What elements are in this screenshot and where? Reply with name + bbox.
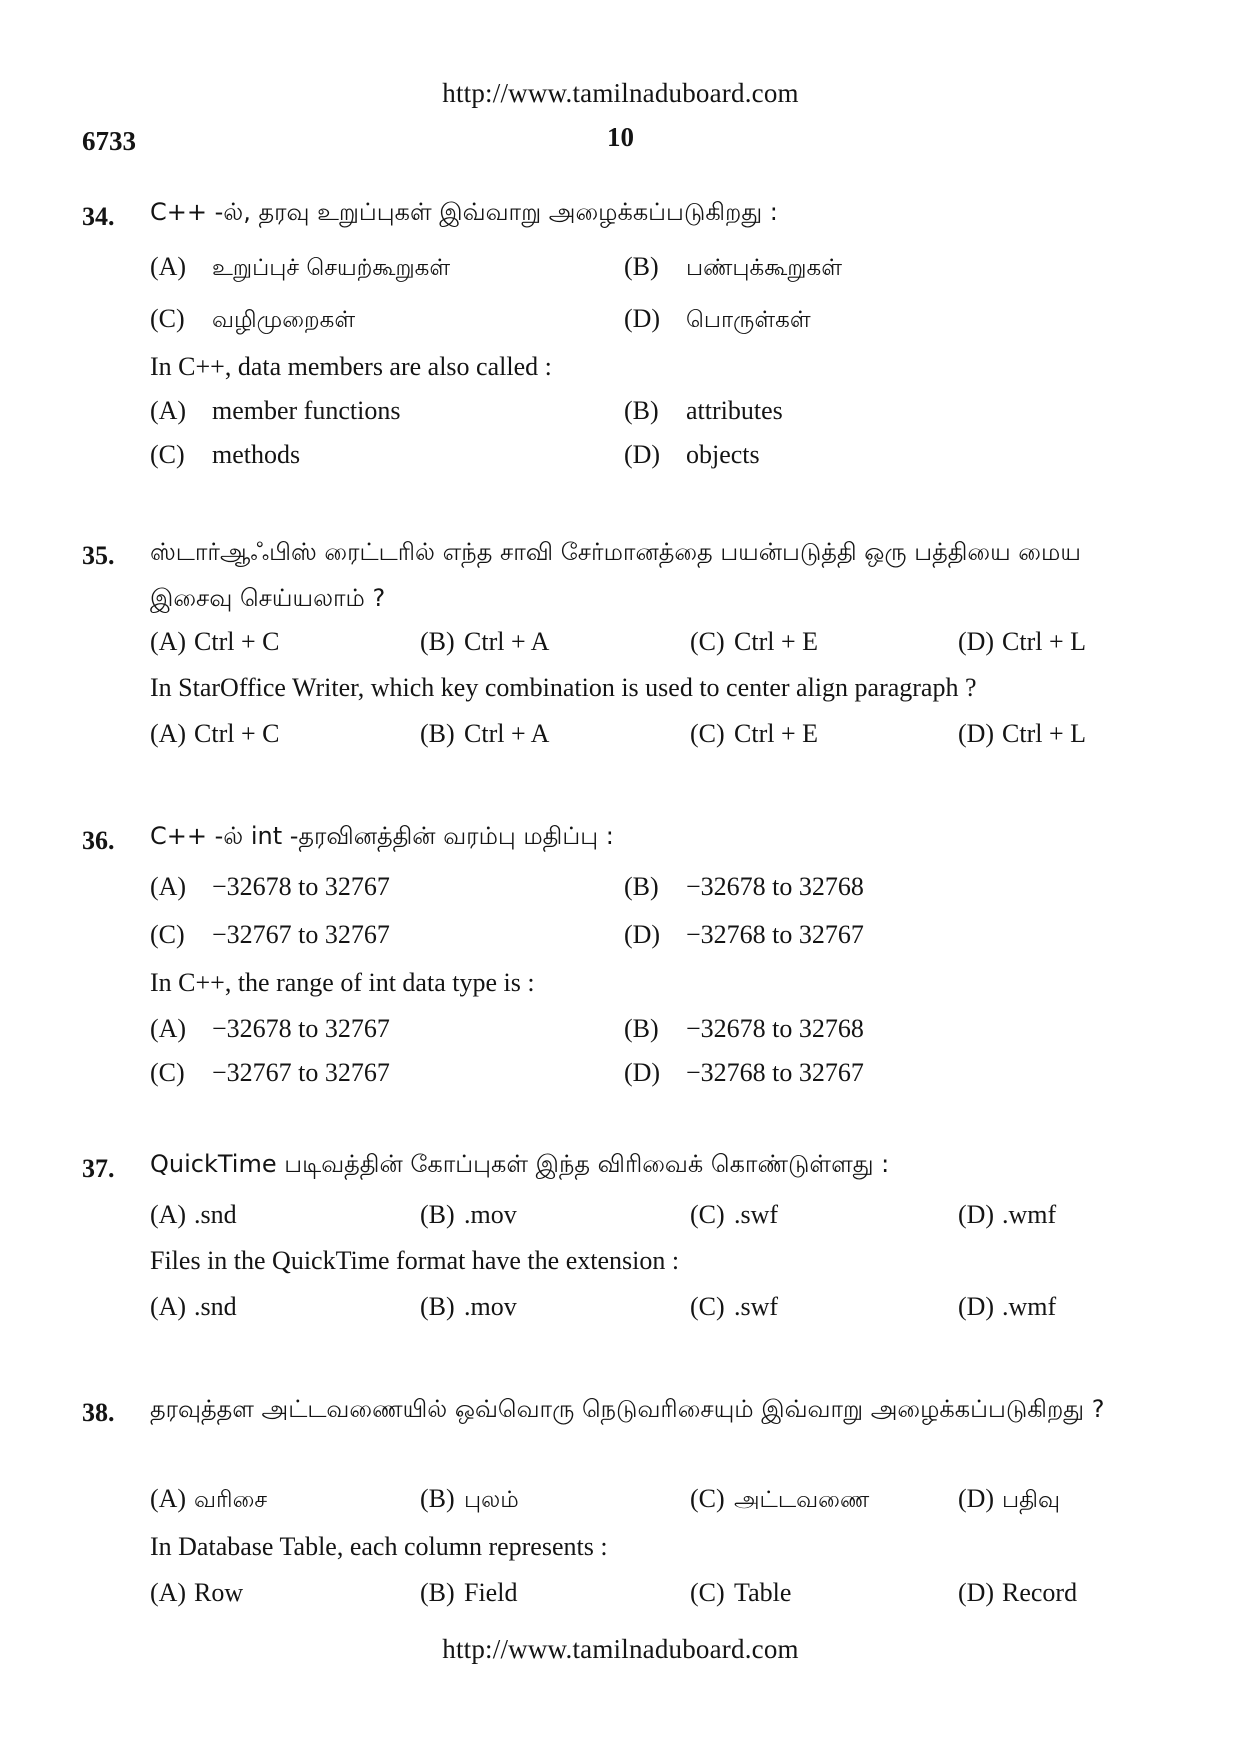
option-label: (B) — [624, 396, 659, 425]
option-label: (B) — [420, 627, 455, 656]
option-label: (A) — [150, 252, 187, 281]
options-row-english-2 — [150, 1058, 1180, 1098]
question-stem-tamil: C++ -ல் int -தரவினத்தின் வரம்பு மதிப்பு : — [150, 822, 614, 850]
option-text: அட்டவணை — [734, 1487, 870, 1513]
option-label: (C) — [690, 1292, 725, 1321]
question-number: 38. — [82, 1398, 115, 1427]
option-b — [420, 719, 549, 749]
option-text: பதிவு — [1002, 1487, 1060, 1513]
options-row-tamil — [150, 627, 1180, 667]
option-label: (A) — [150, 1200, 187, 1229]
question-number: 37. — [82, 1154, 115, 1183]
option-text: Ctrl + E — [734, 627, 818, 656]
option-label: (D) — [958, 1292, 995, 1321]
option-text: Ctrl + C — [194, 627, 280, 656]
option-d — [958, 1484, 1060, 1516]
option-label: (C) — [690, 627, 725, 656]
question-stem-english: In C++, data members are also called : — [150, 352, 552, 381]
question-number: 36. — [82, 826, 115, 855]
option-label: (D) — [958, 719, 995, 748]
question-stem-english: Files in the QuickTime format have the extension : — [150, 1246, 680, 1275]
option-text: புலம் — [464, 1487, 519, 1513]
option-d — [958, 627, 1086, 657]
option-b — [624, 396, 783, 426]
option-label: (D) — [624, 1058, 661, 1087]
option-text: வழிமுறைகள் — [212, 307, 356, 333]
option-text: .snd — [194, 1292, 237, 1321]
option-a — [150, 252, 450, 284]
option-label: (A) — [150, 872, 187, 901]
option-text: −32768 to 32767 — [686, 920, 864, 949]
option-text: .swf — [734, 1292, 779, 1321]
option-text: Ctrl + L — [1002, 627, 1086, 656]
option-label: (B) — [420, 1578, 455, 1607]
option-text: உறுப்புச் செயற்கூறுகள் — [212, 255, 451, 281]
option-label: (A) — [150, 1578, 187, 1607]
option-c — [690, 627, 818, 657]
option-label: (B) — [420, 719, 455, 748]
question-stem-english: In Database Table, each column represents : — [150, 1532, 608, 1561]
option-text: objects — [686, 440, 760, 469]
option-label: (C) — [150, 440, 185, 469]
options-row-english — [150, 1578, 1180, 1618]
option-c — [690, 1578, 791, 1608]
question-stem-english: In C++, the range of int data type is : — [150, 968, 535, 997]
question-stem-tamil: QuickTime படிவத்தின் கோப்புகள் இந்த விரிவைக் கொண்டுள்ளது : — [150, 1150, 890, 1178]
option-text: Ctrl + A — [464, 627, 550, 656]
option-text: −32767 to 32767 — [212, 920, 390, 949]
option-label: (A) — [150, 1014, 187, 1043]
option-label: (A) — [150, 719, 187, 748]
option-text: .wmf — [1002, 1200, 1057, 1229]
option-text: Ctrl + L — [1002, 719, 1086, 748]
option-d — [624, 1058, 864, 1088]
option-text: member functions — [212, 396, 401, 425]
option-c — [690, 719, 818, 749]
option-label: (D) — [958, 1484, 995, 1513]
option-label: (C) — [690, 1578, 725, 1607]
option-label: (B) — [420, 1200, 455, 1229]
question-stem-tamil: C++ -ல், தரவு உறுப்புகள் இவ்வாறு அழைக்கப்படுகிறது : — [150, 198, 778, 226]
option-d — [958, 1578, 1077, 1608]
question-number: 34. — [82, 202, 115, 231]
question-stem-tamil: தரவுத்தள அட்டவணையில் ஒவ்வொரு நெடுவரிசையும் இவ்வாறு அழைக்கப்படுகிறது ? — [150, 1395, 1105, 1423]
option-text: −32767 to 32767 — [212, 1058, 390, 1087]
option-a — [150, 719, 279, 749]
option-text: Row — [194, 1578, 244, 1607]
option-label: (D) — [624, 304, 661, 333]
question-number: 35. — [82, 541, 115, 570]
options-row-tamil-1 — [150, 872, 1180, 912]
option-label: (D) — [624, 920, 661, 949]
question-stem-tamil: ஸ்டார்ஆஃபிஸ் ரைட்டரில் எந்த சாவி சேர்மானத்தை பயன்படுத்தி ஒரு பத்தியை மைய இசைவு செய்யலாம் ? — [150, 538, 1081, 612]
option-a — [150, 627, 279, 657]
option-text: .mov — [464, 1200, 517, 1229]
option-text: −32678 to 32767 — [212, 1014, 390, 1043]
option-label: (A) — [150, 396, 187, 425]
option-label: (B) — [624, 872, 659, 901]
option-b — [420, 1292, 517, 1322]
option-b — [420, 627, 549, 657]
options-row-tamil — [150, 1200, 1180, 1240]
option-text: attributes — [686, 396, 783, 425]
option-text: வரிசை — [194, 1487, 268, 1513]
option-b — [624, 252, 842, 284]
option-text: Ctrl + E — [734, 719, 818, 748]
option-c — [150, 920, 390, 950]
option-text: பண்புக்கூறுகள் — [686, 255, 842, 281]
option-text: −32678 to 32767 — [212, 872, 390, 901]
option-b — [420, 1578, 517, 1608]
option-label: (C) — [150, 920, 185, 949]
option-text: Field — [464, 1578, 518, 1607]
option-label: (D) — [958, 627, 995, 656]
option-label: (B) — [420, 1484, 455, 1513]
option-c — [690, 1200, 778, 1230]
option-c — [150, 1058, 390, 1088]
option-label: (D) — [958, 1200, 995, 1229]
option-text: −32768 to 32767 — [686, 1058, 864, 1087]
option-label: (A) — [150, 627, 187, 656]
header-url[interactable]: http://www.tamilnaduboard.com — [442, 78, 799, 108]
options-row-tamil — [150, 1484, 1180, 1524]
option-d — [958, 719, 1086, 749]
option-label: (B) — [624, 252, 659, 281]
option-d — [624, 304, 811, 336]
options-row-tamil-2 — [150, 920, 1180, 960]
option-text: −32678 to 32768 — [686, 872, 864, 901]
option-a — [150, 1578, 243, 1608]
option-d — [624, 920, 864, 950]
option-label: (C) — [150, 304, 185, 333]
option-c — [690, 1292, 778, 1322]
option-c — [150, 304, 355, 336]
option-text: methods — [212, 440, 301, 469]
option-b — [624, 1014, 864, 1044]
options-row-english — [150, 719, 1180, 759]
option-a — [150, 872, 390, 902]
option-a — [150, 1292, 237, 1322]
option-text: Table — [734, 1578, 792, 1607]
option-d — [958, 1292, 1056, 1322]
option-text: பொருள்கள் — [686, 307, 811, 333]
option-text: −32678 to 32768 — [686, 1014, 864, 1043]
option-label: (C) — [690, 719, 725, 748]
options-row-english-1 — [150, 1014, 1180, 1054]
options-row-english — [150, 1292, 1180, 1332]
options-row-tamil-2 — [150, 304, 1180, 344]
option-b — [624, 872, 864, 902]
option-d — [958, 1200, 1056, 1230]
option-text: .swf — [734, 1200, 779, 1229]
option-label: (B) — [624, 1014, 659, 1043]
option-text: Ctrl + C — [194, 719, 280, 748]
option-label: (C) — [150, 1058, 185, 1087]
options-row-tamil-1 — [150, 252, 1180, 292]
option-label: (A) — [150, 1292, 187, 1321]
options-row-english-1 — [150, 396, 1180, 436]
page-number: 10 — [607, 122, 634, 152]
option-c — [150, 440, 300, 470]
option-text: .wmf — [1002, 1292, 1057, 1321]
option-text: .mov — [464, 1292, 517, 1321]
option-label: (A) — [150, 1484, 187, 1513]
option-d — [624, 440, 760, 470]
option-label: (D) — [624, 440, 661, 469]
option-a — [150, 396, 400, 426]
option-label: (B) — [420, 1292, 455, 1321]
question-stem-english: In StarOffice Writer, which key combination is used to center align paragraph ? — [150, 673, 977, 702]
options-row-english-2 — [150, 440, 1180, 480]
option-label: (D) — [958, 1578, 995, 1607]
option-b — [420, 1484, 519, 1516]
option-c — [690, 1484, 869, 1516]
option-a — [150, 1484, 267, 1516]
option-a — [150, 1200, 237, 1230]
option-a — [150, 1014, 390, 1044]
option-text: .snd — [194, 1200, 237, 1229]
option-label: (C) — [690, 1484, 725, 1513]
option-b — [420, 1200, 517, 1230]
footer-url[interactable]: http://www.tamilnaduboard.com — [442, 1634, 799, 1664]
option-text: Record — [1002, 1578, 1078, 1607]
option-label: (C) — [690, 1200, 725, 1229]
option-text: Ctrl + A — [464, 719, 550, 748]
paper-code: 6733 — [82, 126, 136, 156]
